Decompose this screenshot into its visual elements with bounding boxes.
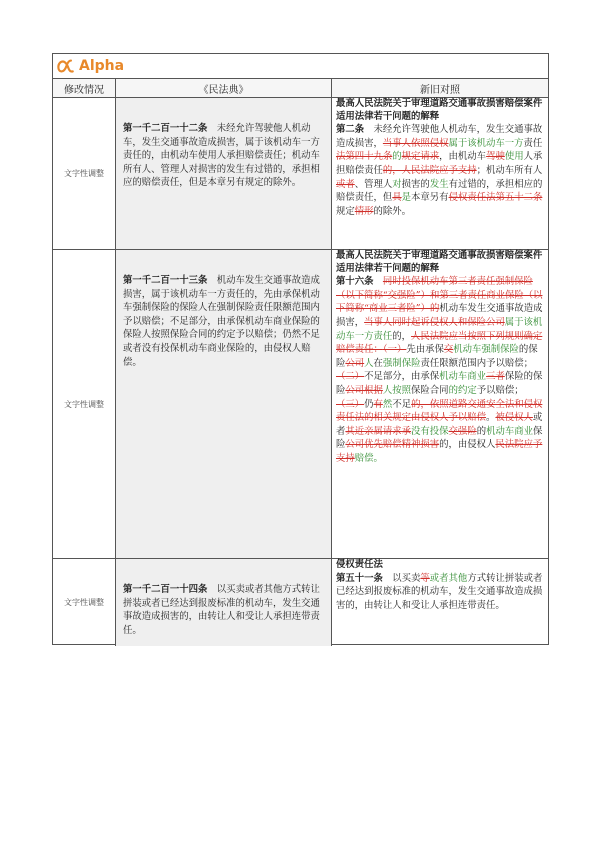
table-header — [53, 79, 548, 98]
added-text: 人按照 — [382, 384, 412, 396]
unchanged-text: 保险的保险 — [336, 371, 543, 396]
deleted-text: 规定请求 — [401, 151, 440, 163]
unchanged-text: 仍 — [364, 398, 374, 410]
civil-article-number: 第一千二百一十二条 — [123, 123, 208, 134]
change-type: 文字性调整 — [53, 250, 116, 558]
new-article-number: 第五十一条 — [336, 572, 383, 584]
unchanged-text: 予以赔偿； — [476, 384, 524, 396]
deleted-text: 公司优先赔偿精神损害 — [345, 439, 440, 451]
new-old-cell — [332, 250, 548, 558]
civil-article-number: 第一千二百一十三条 — [123, 275, 208, 286]
unchanged-text: 保险合同 — [411, 384, 449, 396]
added-text: 发生 — [429, 178, 449, 190]
deleted-text: 公司 — [345, 357, 365, 369]
unchanged-text: ，由机动车 — [439, 151, 487, 163]
diff-text — [336, 124, 542, 217]
deleted-text: 有 — [373, 398, 383, 410]
diff-text — [336, 276, 542, 464]
deleted-text: 情形 — [354, 205, 374, 217]
unchanged-text: 或者 — [336, 412, 543, 437]
deleted-text: 交 — [443, 344, 454, 356]
table-row — [53, 250, 548, 559]
unchanged-text: 方式转让拼装或者已经达到报废标准的机动车，发生交通事故造成损害的，由转让人和受让人承担连带责任。 — [336, 572, 543, 611]
brand-bar — [53, 54, 548, 79]
added-text: 没有投保 — [411, 425, 449, 437]
table-row — [53, 98, 548, 250]
added-text: 机动车商业 — [486, 425, 533, 437]
unchanged-text: 机动车发生交通事故造成损害， — [336, 303, 543, 328]
source-title: 侵权责任法 — [336, 559, 383, 570]
added-text: 人 — [364, 357, 374, 369]
added-text: 赔偿。 — [354, 452, 383, 464]
unchanged-text: 的，由侵权人 — [439, 439, 496, 451]
civil-article-text: 机动车发生交通事故造成损害，属于该机动车一方责任的，先由承保机动车强制保险的保险人在强制保险责任限额范围内予以赔偿；不足部分，由承保机动车商业保险的保险人按照保险合同的约定予以赔偿；仍然不足或者没有投保机动车商业保险的，由侵权人赔偿。 — [123, 275, 320, 368]
source-title: 最高人民法院关于审理道路交通事故损害赔偿案件适用法律若干问题的解释 — [336, 98, 543, 122]
new-old-cell — [332, 559, 548, 646]
unchanged-text: 。 — [486, 412, 496, 424]
brand-name: Alpha — [79, 58, 125, 74]
deleted-text: （二） — [336, 371, 365, 383]
civil-article-text: 以买卖或者其他方式转让拼装或者已经达到报废标准的机动车，发生交通事故造成损害的，由转让人和受让人承担连带责任。 — [123, 584, 320, 636]
deleted-text: 等 — [420, 572, 430, 584]
deleted-text: 当事人依照侵权 — [382, 137, 449, 149]
comparison-document — [52, 53, 549, 645]
deleted-text: 同时投保机动车第三者责任强制保险（以下简称“交强险”）和第三者责任商业保险（以下简称“商业三者险”）的 — [336, 276, 543, 315]
added-text: 的 — [392, 151, 402, 163]
deleted-text: 的，依照道路交通安全法和侵权责任法的相关规定由侵权人予以赔偿 — [336, 398, 543, 424]
new-old-text — [336, 275, 544, 465]
unchanged-text: 人承担赔偿责任 — [336, 151, 543, 176]
civil-code-cell — [116, 250, 332, 558]
unchanged-text: 以买卖 — [382, 572, 421, 584]
deleted-text: 法第四十九条 — [336, 151, 393, 163]
unchanged-text: 责任 — [523, 137, 543, 149]
added-text: 机动车强制保险 — [453, 344, 519, 356]
header-new-old: 新旧对照 — [420, 84, 460, 96]
deleted-text: （三） — [336, 398, 365, 410]
deleted-text: 其近亲属请求承 — [345, 425, 412, 437]
civil-article-text: 未经允许驾驶他人机动车，发生交通事故造成损害，属于该机动车一方责任的，由机动车使用人承担赔偿责任；机动车所有人、管理人对损害的发生有过错的，承担相应的赔偿责任，但是本章另有规定的除外。 — [123, 123, 320, 189]
unchanged-text: 本章另有 — [411, 192, 449, 204]
unchanged-text: 有过错的，承担相应的赔偿责任，但 — [336, 178, 543, 204]
unchanged-text: 不足部分，由承保 — [364, 371, 440, 383]
change-type: 文字性调整 — [53, 559, 116, 646]
added-text: 属于该机动车一方责任 — [336, 316, 543, 342]
deleted-text: （一） — [382, 344, 407, 356]
new-old-cell — [332, 98, 548, 249]
unchanged-text: 在 — [373, 357, 383, 369]
added-text: 是 — [401, 192, 412, 204]
deleted-text: 的，人民法院应予支持 — [382, 164, 477, 176]
unchanged-text: 的， — [392, 330, 412, 342]
added-text: 或者其他 — [429, 572, 468, 584]
deleted-text: 公司根据 — [345, 384, 383, 396]
unchanged-text: 规定 — [336, 205, 355, 217]
civil-code-cell — [116, 98, 332, 249]
new-old-text — [336, 123, 544, 218]
added-text: 对 — [392, 178, 402, 190]
unchanged-text: 损害的 — [401, 178, 430, 190]
header-civil-code: 《民法典》 — [116, 79, 332, 97]
deleted-text: 人民法院应当按照下列规则确定赔偿责任： — [336, 330, 543, 356]
civil-article-number: 第一千二百一十四条 — [123, 584, 208, 595]
change-type: 文字性调整 — [53, 98, 116, 249]
unchanged-text: 的除外。 — [373, 205, 412, 217]
new-old-text — [336, 572, 544, 613]
unchanged-text: 先由承保 — [406, 344, 444, 356]
new-article-number: 第十六条 — [336, 276, 374, 288]
added-text: 机动车商业 — [439, 371, 487, 383]
added-text: 属于该机动车一方 — [448, 137, 524, 149]
deleted-text: 驾驶 — [486, 151, 505, 163]
source-title: 最高人民法院关于审理道路交通事故损害赔偿案件适用法律若干问题的解释 — [336, 250, 543, 274]
unchanged-text — [374, 276, 383, 287]
unchanged-text: 、管理人 — [354, 178, 393, 190]
deleted-text: 或者 — [336, 178, 355, 190]
deleted-text: 交强险 — [448, 425, 477, 437]
deleted-text: 侵权责任法第五十二条 — [448, 192, 543, 204]
new-article-number: 第二条 — [336, 124, 365, 136]
unchanged-text: 保险 — [336, 425, 543, 451]
alpha-logo-icon — [57, 57, 75, 75]
civil-code-cell — [116, 559, 332, 646]
unchanged-text: 未经允许驾驶他人机动车，发生交通事故造成损害， — [336, 124, 543, 149]
deleted-text: 当事人同时起诉侵权人和保险公司 — [364, 316, 505, 328]
unchanged-text: 的 — [476, 425, 487, 437]
added-text: 然 — [382, 398, 393, 410]
unchanged-text: ；机动车所有人 — [476, 164, 543, 176]
deleted-text: 民法院应予支持 — [336, 439, 543, 464]
added-text: 的约定 — [448, 384, 477, 396]
unchanged-text: 不足 — [392, 398, 412, 410]
added-text: 强制保险 — [382, 357, 421, 369]
added-text: 使用 — [504, 151, 524, 163]
deleted-text: 具 — [392, 192, 402, 204]
unchanged-text: 责任限额范围内予以赔偿； — [420, 357, 533, 369]
table-row — [53, 559, 548, 646]
unchanged-text: 的保险 — [336, 344, 538, 369]
deleted-text: 被侵权人 — [495, 412, 533, 424]
deleted-text: 三者 — [486, 371, 505, 383]
header-type: 修改情况 — [53, 79, 116, 97]
